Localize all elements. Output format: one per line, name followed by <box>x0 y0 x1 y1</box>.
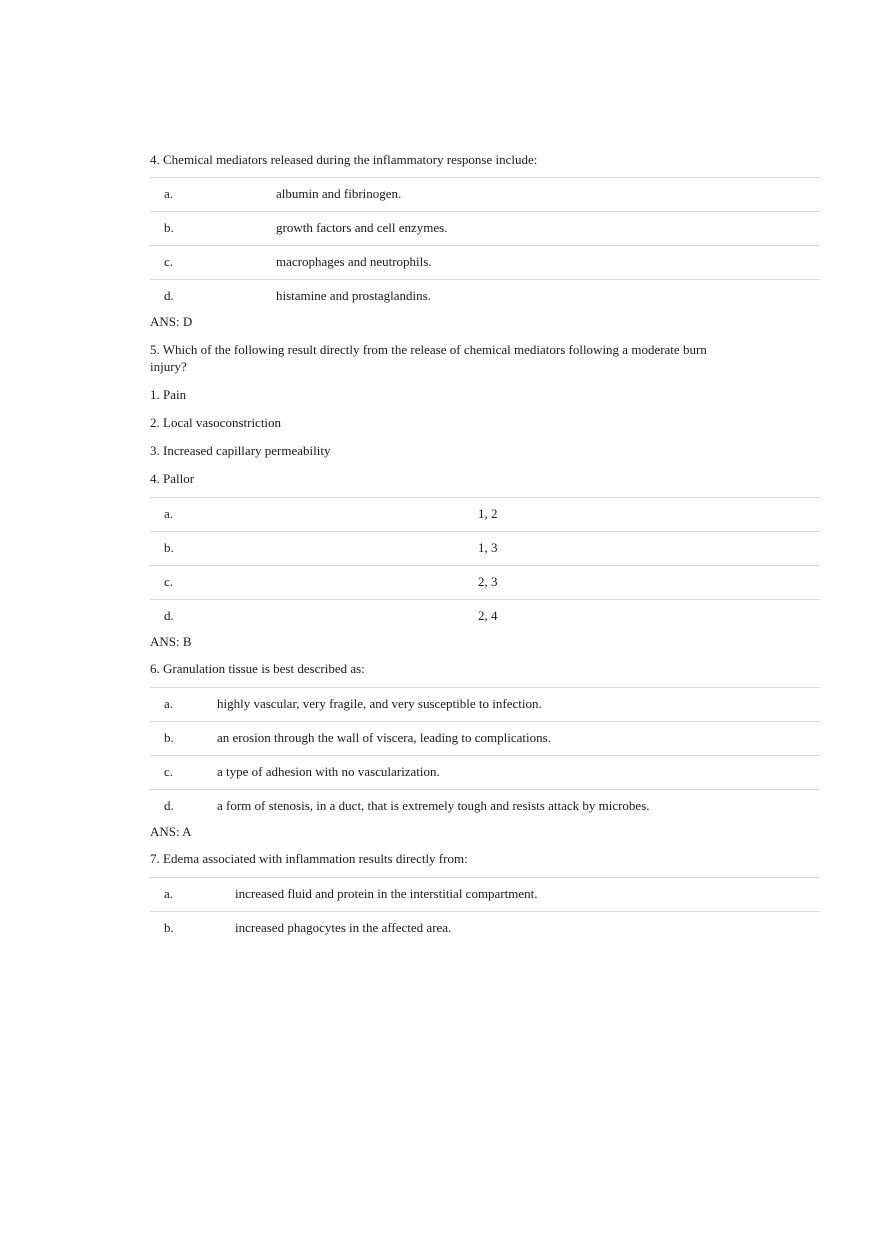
question-4-answer: ANS: D <box>150 314 193 329</box>
choice-letter: c. <box>164 254 174 269</box>
question-4-stem: 4. Chemical mediators released during the inflammatory response include: <box>150 152 538 167</box>
choice-text: 2, 3 <box>478 574 498 589</box>
choice-letter: b. <box>164 220 174 235</box>
question-5-statement-1: 1. Pain <box>150 387 187 402</box>
choice-text: an erosion through the wall of viscera, leading to complications. <box>217 730 551 745</box>
choice-letter: c. <box>164 574 174 589</box>
choice-text: macrophages and neutrophils. <box>276 254 432 269</box>
question-6-answer: ANS: A <box>150 824 192 839</box>
choice-text: albumin and fibrinogen. <box>276 186 402 201</box>
question-7-choices <box>150 877 820 945</box>
choice-text: a type of adhesion with no vascularization. <box>217 764 440 779</box>
choice-text: highly vascular, very fragile, and very susceptible to infection. <box>217 696 542 711</box>
choice-text: increased fluid and protein in the interstitial compartment. <box>235 886 538 901</box>
choice-letter: a. <box>164 886 174 901</box>
question-5-choice-a <box>150 498 820 532</box>
question-4-choice-b <box>150 212 820 246</box>
choice-letter: d. <box>164 288 174 303</box>
choice-text: 2, 4 <box>478 608 498 623</box>
question-6-choice-a <box>150 688 820 722</box>
question-4-choice-a <box>150 178 820 212</box>
choice-letter: a. <box>164 696 174 711</box>
question-7-choice-a <box>150 878 820 912</box>
question-5-choice-b <box>150 532 820 566</box>
question-5-statement-2: 2. Local vasoconstriction <box>150 415 282 430</box>
question-5-statement-4: 4. Pallor <box>150 471 195 486</box>
question-5-statement-3: 3. Increased capillary permeability <box>150 443 331 458</box>
choice-letter: b. <box>164 730 174 745</box>
choice-text: increased phagocytes in the affected area. <box>235 920 452 935</box>
choice-letter: a. <box>164 186 174 201</box>
question-4-choices <box>150 177 820 313</box>
question-6-choice-d <box>150 790 820 823</box>
choice-letter: b. <box>164 540 174 555</box>
choice-letter: d. <box>164 608 174 623</box>
question-5-choice-d <box>150 600 820 633</box>
choice-text: 1, 3 <box>478 540 498 555</box>
choice-letter: c. <box>164 764 174 779</box>
choice-text: histamine and prostaglandins. <box>276 288 431 303</box>
choice-text: a form of stenosis, in a duct, that is extremely tough and resists attack by microbes. <box>217 798 650 813</box>
question-6-choice-c <box>150 756 820 790</box>
choice-letter: d. <box>164 798 174 813</box>
question-5-choices <box>150 497 820 633</box>
choice-letter: a. <box>164 506 174 521</box>
question-5-choice-c <box>150 566 820 600</box>
choice-text: growth factors and cell enzymes. <box>276 220 448 235</box>
question-6-stem: 6. Granulation tissue is best described as: <box>150 661 365 676</box>
choice-text: 1, 2 <box>478 506 498 521</box>
question-5-answer: ANS: B <box>150 634 192 649</box>
question-6-choices <box>150 687 820 823</box>
question-6-choice-b <box>150 722 820 756</box>
question-7-choice-b <box>150 912 820 945</box>
question-4-choice-d <box>150 280 820 313</box>
question-4-choice-c <box>150 246 820 280</box>
question-7-stem: 7. Edema associated with inflammation results directly from: <box>150 851 468 866</box>
question-5-stem: 5. Which of the following result directly from the release of chemical mediators following a moderate burn injury? <box>150 342 707 374</box>
choice-letter: b. <box>164 920 174 935</box>
